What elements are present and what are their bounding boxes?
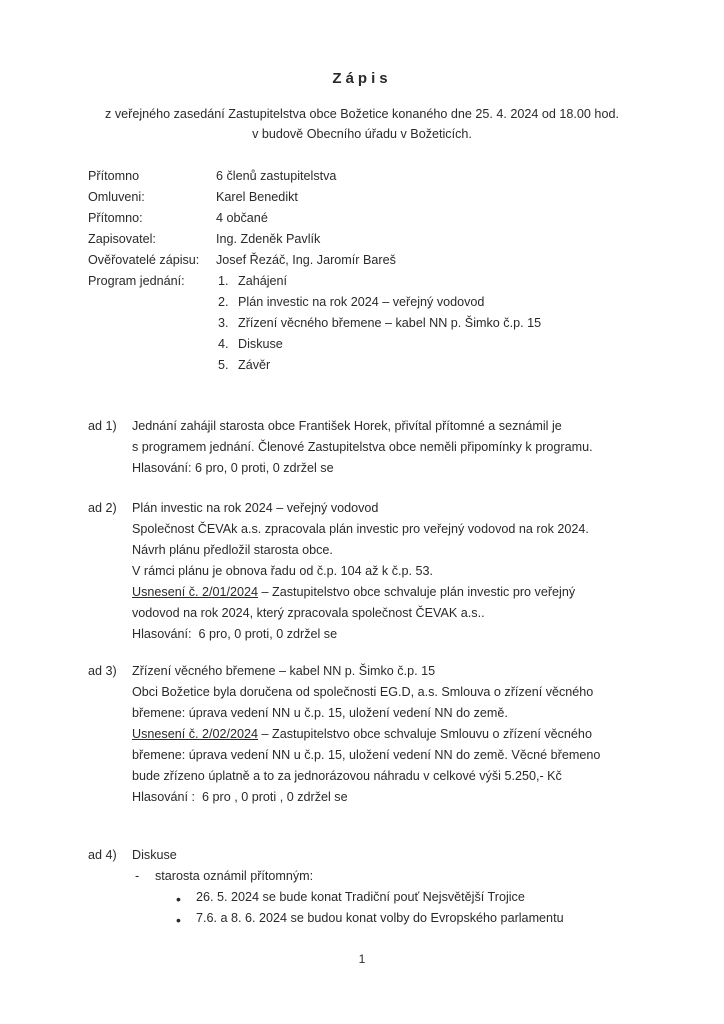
- section-ad1-line: s programem jednání. Členové Zastupitelstva obce neměli připomínky k programu.: [132, 440, 593, 454]
- field-label-citizens: Přítomno:: [88, 211, 143, 225]
- field-value-present: 6 členů zastupitelstva: [216, 169, 337, 183]
- section-marker-ad4: ad 4): [88, 848, 117, 862]
- program-item: Zřízení věcného břemene – kabel NN p. Šimko č.p. 15: [238, 316, 542, 330]
- section-ad3-line: břemene: úprava vedení NN u č.p. 15, uložení vedení NN do země.: [132, 706, 508, 720]
- field-value-citizens: 4 občané: [216, 211, 268, 225]
- section-ad3-resolution-line2: břemene: úprava vedení NN u č.p. 15, uložení vedení NN do země. Věcné břemeno: [132, 748, 601, 762]
- field-label-recorder: Zapisovatel:: [88, 232, 156, 246]
- section-ad2-resolution: [132, 585, 575, 599]
- section-ad2-line: Společnost ČEVAk a.s. zpracovala plán investic pro veřejný vodovod na rok 2024.: [132, 522, 589, 536]
- section-ad1-vote: Hlasování: 6 pro, 0 proti, 0 zdržel se: [132, 461, 334, 475]
- bullet-icon: •: [176, 891, 181, 907]
- section-ad4-bullet: 26. 5. 2024 se bude konat Tradiční pouť Nejsvětější Trojice: [196, 890, 525, 904]
- section-ad3-line: Obci Božetice byla doručena od společnosti EG.D, a.s. Smlouva o zřízení věcného: [132, 685, 594, 699]
- section-marker-ad2: ad 2): [88, 501, 117, 515]
- section-ad4-heading: Diskuse: [132, 848, 177, 862]
- section-ad2-resolution-line2: vodovod na rok 2024, který zpracovala společnost ČEVAK a.s..: [132, 606, 485, 620]
- section-ad3-resolution-line3: bude zřízeno úplatně a to za jednorázovou náhradu v celkové výši 5.250,- Kč: [132, 769, 562, 783]
- section-ad2-line: V rámci plánu je obnova řadu od č.p. 104 až k č.p. 53.: [132, 564, 434, 578]
- document-subtitle-line2: v budově Obecního úřadu v Božeticích.: [252, 127, 472, 141]
- section-ad4-bullet: 7.6. a 8. 6. 2024 se budou konat volby do Evropského parlamentu: [196, 911, 564, 925]
- resolution-reference: Usnesení č. 2/01/2024: [132, 585, 259, 599]
- resolution-text: – Zastupitelstvo obce schvaluje Smlouvu o zřízení věcného: [258, 727, 592, 741]
- section-ad3-heading: Zřízení věcného břemene – kabel NN p. Šimko č.p. 15: [132, 664, 436, 678]
- field-value-verifiers: Josef Řezáč, Ing. Jaromír Bareš: [216, 253, 396, 267]
- resolution-reference: Usnesení č. 2/02/2024: [132, 727, 259, 741]
- page-number: 1: [358, 952, 366, 966]
- field-label-verifiers: Ověřovatelé zápisu:: [88, 253, 200, 267]
- program-item: Závěr: [238, 358, 271, 372]
- section-ad3-resolution: [132, 727, 592, 741]
- program-label: Program jednání:: [88, 274, 185, 288]
- field-label-excused: Omluveni:: [88, 190, 145, 204]
- dash-bullet-icon: -: [135, 869, 140, 883]
- program-item-number: 3.: [218, 316, 229, 330]
- section-ad1-line: Jednání zahájil starosta obce František Horek, přivítal přítomné a seznámil je: [132, 419, 562, 433]
- document-title: Zápis: [332, 70, 392, 87]
- section-ad2-line: Návrh plánu předložil starosta obce.: [132, 543, 333, 557]
- program-item-number: 2.: [218, 295, 229, 309]
- field-label-present: Přítomno: [88, 169, 140, 183]
- bullet-icon: •: [176, 912, 181, 928]
- document-subtitle-line1: z veřejného zasedání Zastupitelstva obce Božetice konaného dne 25. 4. 2024 od 18.00 hod.: [105, 107, 619, 121]
- program-item: Plán investic na rok 2024 – veřejný vodovod: [238, 295, 485, 309]
- program-item: Zahájení: [238, 274, 288, 288]
- section-ad4-dash-text: starosta oznámil přítomným:: [155, 869, 314, 883]
- section-marker-ad3: ad 3): [88, 664, 117, 678]
- field-value-excused: Karel Benedikt: [216, 190, 298, 204]
- section-ad2-vote: Hlasování: 6 pro, 0 proti, 0 zdržel se: [132, 627, 338, 641]
- section-marker-ad1: ad 1): [88, 419, 117, 433]
- program-item: Diskuse: [238, 337, 283, 351]
- program-item-number: 5.: [218, 358, 229, 372]
- resolution-text: – Zastupitelstvo obce schvaluje plán investic pro veřejný: [258, 585, 576, 599]
- program-item-number: 1.: [218, 274, 229, 288]
- field-value-recorder: Ing. Zdeněk Pavlík: [216, 232, 321, 246]
- program-item-number: 4.: [218, 337, 229, 351]
- section-ad3-vote: Hlasování : 6 pro , 0 proti , 0 zdržel se: [132, 790, 348, 804]
- section-ad2-heading: Plán investic na rok 2024 – veřejný vodovod: [132, 501, 379, 515]
